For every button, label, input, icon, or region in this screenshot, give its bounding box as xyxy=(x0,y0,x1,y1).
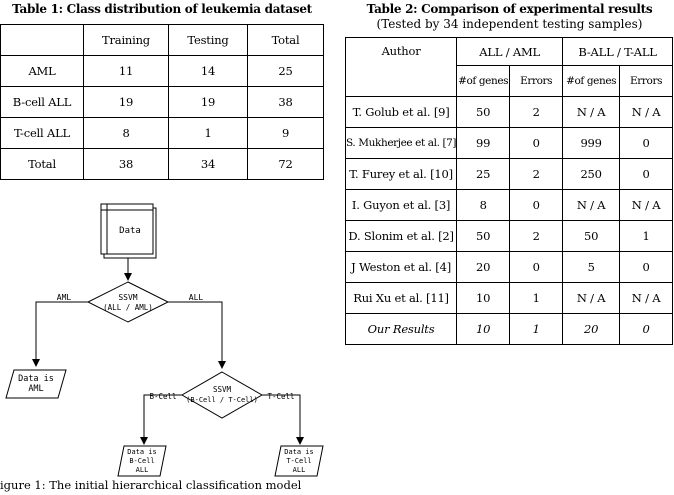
table-cell: 25 xyxy=(248,56,324,87)
table-row xyxy=(1,87,324,118)
table-cell: 1 xyxy=(510,283,563,314)
table-cell: Rui Xu et al. [11] xyxy=(346,283,457,314)
table-header-cell: Errors xyxy=(620,66,673,97)
edge-aml-label: AML xyxy=(56,293,72,302)
edge-bcell-label: B-Cell xyxy=(149,392,177,401)
table-cell: 2 xyxy=(510,159,563,190)
edge-tcell-label: T-Cell xyxy=(267,392,295,401)
table-cell: 0 xyxy=(620,314,673,345)
table-cell: 2 xyxy=(510,97,563,128)
table-row xyxy=(346,128,673,159)
table-row xyxy=(346,221,673,252)
table-cell: T. Furey et al. [10] xyxy=(346,159,457,190)
table-cell: 50 xyxy=(457,221,510,252)
table-header-cell: Total xyxy=(248,25,324,56)
experimental-results-table xyxy=(345,37,673,345)
table-cell: 50 xyxy=(457,97,510,128)
result-aml-line1: Data is xyxy=(18,374,54,384)
table-cell: 9 xyxy=(248,118,324,149)
table-cell: N / A xyxy=(620,97,673,128)
result-bcell-line3: ALL xyxy=(135,466,149,474)
table-cell: 19 xyxy=(169,87,248,118)
table-row xyxy=(346,190,673,221)
table-cell: 38 xyxy=(248,87,324,118)
table-cell: 20 xyxy=(457,252,510,283)
table-cell: S. Mukherjee et al. [7] xyxy=(346,128,457,159)
table-cell: 38 xyxy=(84,149,169,180)
table-cell: N / A xyxy=(563,283,620,314)
result-tcell-line2: T-Cell xyxy=(286,457,312,465)
table-header-cell: Training xyxy=(84,25,169,56)
table-cell: 1 xyxy=(510,314,563,345)
result-tcell-line1: Data is xyxy=(284,448,314,456)
table-cell: 250 xyxy=(563,159,620,190)
table-cell: 50 xyxy=(563,221,620,252)
table-header-row xyxy=(346,38,673,66)
arrow-all xyxy=(168,302,222,368)
table-cell: 11 xyxy=(84,56,169,87)
table-cell: N / A xyxy=(620,283,673,314)
data-node-label: Data xyxy=(119,226,141,236)
table-cell: 25 xyxy=(457,159,510,190)
table-row xyxy=(346,283,673,314)
table2-subcaption: (Tested by 34 independent testing samples) xyxy=(376,17,643,31)
table-cell: 0 xyxy=(510,128,563,159)
ssvm2-label: SSVM xyxy=(212,385,232,394)
table-row xyxy=(346,159,673,190)
table-cell: 14 xyxy=(169,56,248,87)
table-cell: D. Slonim et al. [2] xyxy=(346,221,457,252)
table-cell: 5 xyxy=(563,252,620,283)
table-cell: 0 xyxy=(510,252,563,283)
table-cell: 1 xyxy=(620,221,673,252)
table-cell: 0 xyxy=(620,252,673,283)
table-cell: 0 xyxy=(620,128,673,159)
table-header-cell: ALL / AML xyxy=(457,38,563,66)
table-cell: N / A xyxy=(620,190,673,221)
table-header-cell: #of genes xyxy=(563,66,620,97)
table-cell: 0 xyxy=(510,190,563,221)
ssvm2-sublabel: (B-Cell / T-Cell) xyxy=(186,396,258,404)
table-cell: I. Guyon et al. [3] xyxy=(346,190,457,221)
table-cell: 8 xyxy=(84,118,169,149)
table-cell: N / A xyxy=(563,190,620,221)
table-cell: 20 xyxy=(563,314,620,345)
table-cell: N / A xyxy=(563,97,620,128)
table-header-row xyxy=(1,25,324,56)
table-row-our-results xyxy=(346,314,673,345)
table-cell: 8 xyxy=(457,190,510,221)
table-header-cell: Author xyxy=(346,38,457,97)
result-bcell-line1: Data is xyxy=(127,448,157,456)
ssvm-all-aml-node xyxy=(88,282,168,322)
table-row xyxy=(346,97,673,128)
table1-caption: Table 1: Class distribution of leukemia dataset xyxy=(12,2,312,16)
table-header-cell: Errors xyxy=(510,66,563,97)
table-header-cell xyxy=(1,25,84,56)
class-distribution-table xyxy=(0,24,324,180)
table-header-cell: #of genes xyxy=(457,66,510,97)
ssvm1-label: SSVM xyxy=(118,293,138,302)
table-row xyxy=(1,56,324,87)
result-aml-line2: AML xyxy=(28,384,44,394)
table-header-cell: B-ALL / T-ALL xyxy=(563,38,673,66)
arrow-bcell xyxy=(144,395,182,444)
table-cell: AML xyxy=(1,56,84,87)
table-cell: 999 xyxy=(563,128,620,159)
result-bcell-line2: B-Cell xyxy=(129,457,155,465)
table-cell: 34 xyxy=(169,149,248,180)
table-row xyxy=(1,149,324,180)
table-header-cell: Testing xyxy=(169,25,248,56)
table-cell: 0 xyxy=(620,159,673,190)
ssvm-bcell-tcell-node xyxy=(182,372,262,418)
edge-all-label: ALL xyxy=(188,293,204,302)
table-cell: 10 xyxy=(457,314,510,345)
table-cell: 2 xyxy=(510,221,563,252)
table-cell: Our Results xyxy=(346,314,457,345)
table-cell: T. Golub et al. [9] xyxy=(346,97,457,128)
hierarchical-classification-flowchart xyxy=(0,196,340,480)
arrow-tcell xyxy=(262,395,300,444)
table-row xyxy=(1,118,324,149)
table-cell: 10 xyxy=(457,283,510,314)
table2-caption: Table 2: Comparison of experimental results xyxy=(366,2,653,16)
table-cell: 1 xyxy=(169,118,248,149)
table-cell: 99 xyxy=(457,128,510,159)
table-cell: B-cell ALL xyxy=(1,87,84,118)
ssvm1-sublabel: (ALL / AML) xyxy=(103,303,153,312)
result-tcell-line3: ALL xyxy=(292,466,306,474)
table-cell: T-cell ALL xyxy=(1,118,84,149)
figure-caption: igure 1: The initial hierarchical classification model xyxy=(0,478,302,492)
arrow-aml xyxy=(36,302,88,366)
table-cell: 19 xyxy=(84,87,169,118)
table-row xyxy=(346,252,673,283)
table-cell: J Weston et al. [4] xyxy=(346,252,457,283)
table-cell: 72 xyxy=(248,149,324,180)
table-cell: Total xyxy=(1,149,84,180)
